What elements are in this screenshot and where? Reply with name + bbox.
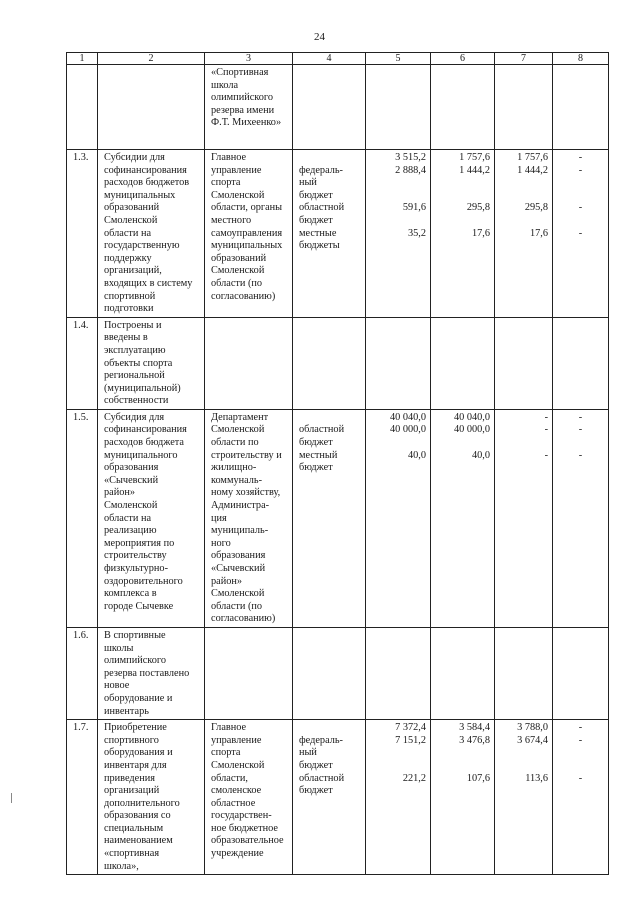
amount-year3-cell [553,409,609,627]
row-number-cell [67,150,98,318]
cell-line: 17,6 [471,227,490,239]
cell-line: 40 040,0 [389,411,426,423]
executor-cell [205,317,293,409]
cell-line [437,190,490,203]
cell-line: - [578,722,583,734]
table-row [67,317,609,409]
cell-line: оборудования и [104,747,173,759]
cell-line: комплекса в [104,588,157,600]
cell-line: 1 444,2 [459,164,490,176]
funding-source-cell [293,317,366,409]
cell-line [437,760,490,773]
table-row [67,65,609,150]
cell-line: - [578,424,583,436]
cell-line: 591,6 [402,202,426,214]
cell-line: ция [211,512,227,524]
cell-line: 40,0 [471,449,490,461]
cell-line [559,215,602,228]
cell-line: 3 476,8 [459,734,490,746]
header-cell: 5 [366,53,431,65]
cell-line [437,437,490,450]
cell-line: смоленское [211,785,262,797]
executor-cell [205,720,293,875]
cell-line: ное бюджетное [211,822,278,834]
cell-line: Смоленской [211,424,265,436]
cell-line: области на [104,227,152,239]
amount-year1-cell [431,409,495,627]
table-row [67,150,609,318]
cell-line: образования со [104,810,171,822]
header-cell: 8 [553,53,609,65]
cell-line: региональной [104,370,165,382]
cell-text: 1.6. [73,629,89,641]
cell-line: «Сычевский [211,563,266,574]
cell-line: - [544,411,548,423]
activity-name-cell [98,150,205,318]
cell-line: олимпийского [211,92,274,104]
cell-line [559,177,602,190]
cell-line: - [578,202,583,214]
funding-source-cell [293,409,366,627]
cell-line [372,215,426,228]
header-cell: 1 [67,53,98,65]
cell-line: местные [299,227,337,239]
cell-line: специальным [104,822,164,834]
header-cell: 3 [205,53,293,65]
cell-line: новое [104,680,130,692]
cell-line: учреждение [211,848,264,860]
cell-line: софинансирования [104,424,187,436]
executor-cell [205,627,293,719]
amount-year1-cell [431,150,495,318]
cell-line: Главное [211,722,247,734]
cell-line: олимпийского [104,655,167,667]
cell-line: 3 584,4 [459,722,490,734]
cell-line: спортивного [104,734,159,746]
cell-line [501,190,548,203]
cell-line: - [578,411,583,423]
cell-line: введены в [104,332,148,344]
cell-line: 2 888,4 [395,164,426,176]
margin-mark [11,793,12,803]
cell-line: 295,8 [524,202,548,214]
cell-line: расходов бюджета [104,437,184,449]
cell-line [501,177,548,190]
page-number: 24 [314,31,325,43]
amount-year3-cell [553,720,609,875]
cell-line: области (по [211,600,263,612]
cell-line: 40 040,0 [453,411,490,423]
row-number-cell [67,409,98,627]
cell-line: федераль- [299,734,343,746]
cell-line: ный [299,747,317,759]
cell-line: областной [299,424,345,436]
cell-line: 7 151,2 [395,734,426,746]
cell-line: Ф.Т. Михеенко» [211,117,282,129]
amount-total-cell [366,317,431,409]
cell-line [559,760,602,773]
header-cell: 4 [293,53,366,65]
cell-line: коммуналь- [211,474,263,486]
cell-line: образований [104,202,160,214]
funding-source-cell [293,627,366,719]
cell-line: инвентарь [104,705,149,717]
amount-year3-cell [553,150,609,318]
cell-line: резерва поставлено [104,667,190,679]
cell-line: В спортивные [104,629,166,641]
activity-name-cell [98,317,205,409]
cell-line: школа», [104,860,139,872]
cell-line: 7 372,4 [395,722,426,734]
cell-text: 1.7. [73,722,89,734]
row-number-cell [67,627,98,719]
amount-total-cell [366,627,431,719]
cell-line: образовательное [211,835,284,847]
executor-cell [205,409,293,627]
cell-line: - [578,772,583,784]
cell-line: Субсидия для [104,411,165,423]
funding-source-cell [293,65,366,150]
cell-line: области, органы [211,202,283,214]
cell-line: приведения [104,772,155,784]
amount-year2-cell [495,150,553,318]
amount-year3-cell [553,317,609,409]
cell-line: дополнительного [104,797,180,809]
cell-line: 1 757,6 [459,152,490,163]
cell-line: управление [211,164,262,176]
cell-line: - [578,152,583,163]
cell-line: Построены и [104,319,162,331]
cell-line: поддержку [104,252,152,264]
cell-line: муниципального [104,449,178,461]
cell-line: федераль- [299,164,343,176]
amount-year1-cell [431,317,495,409]
cell-line: образований [211,252,267,264]
amount-total-cell [366,150,431,318]
amount-year3-cell [553,65,609,150]
table-row [67,720,609,875]
activity-name-cell [98,409,205,627]
cell-line: - [578,734,583,746]
cell-line: Департамент [211,411,269,423]
cell-line: Смоленской [104,214,158,226]
cell-line: ный [299,177,317,189]
cell-line: 3 515,2 [395,152,426,163]
cell-line: Смоленской [104,500,158,512]
cell-line [372,190,426,203]
cell-line: бюджет [299,462,333,474]
cell-line: софинансирования [104,164,187,176]
cell-line: бюджеты [299,240,340,252]
cell-line: муниципальных [104,189,176,201]
amount-year2-cell [495,409,553,627]
cell-line: самоуправления [211,227,283,239]
header-cell: 6 [431,53,495,65]
cell-line: образования [211,550,266,562]
executor-cell [205,150,293,318]
cell-line: ного [211,537,231,549]
cell-line [437,177,490,190]
amount-total-cell [366,65,431,150]
cell-line: ному хозяйству, [211,487,281,499]
cell-line: государственную [104,240,180,252]
cell-line: управление [211,734,262,746]
cell-line: Приобретение [104,722,167,734]
cell-line: местного [211,214,252,226]
cell-line: - [544,449,548,461]
cell-line [501,437,548,450]
cell-line: резерва имени [211,104,275,116]
cell-line [559,437,602,450]
cell-line [372,177,426,190]
funding-source-cell [293,150,366,318]
cell-line: - [544,424,548,436]
cell-line: областной [299,772,345,784]
cell-line: бюджет [299,437,333,449]
cell-line: расходов бюджетов [104,177,190,189]
cell-line: Субсидии для [104,152,165,163]
amount-year1-cell [431,627,495,719]
cell-line: жилищно- [211,462,257,474]
cell-line: строительству [104,550,167,562]
cell-line: Смоленской [211,189,265,201]
cell-text: 1.3. [73,152,89,163]
cell-line: эксплуатацию [104,344,166,356]
cell-line: 40 000,0 [453,424,490,436]
cell-line: областное [211,797,256,809]
cell-line: городе Сычевке [104,600,174,612]
cell-line: «Спортивная [211,67,269,78]
cell-line: 3 788,0 [517,722,548,734]
cell-line: бюджет [299,189,333,201]
cell-line: собственности [104,395,169,407]
cell-line: бюджет [299,759,333,771]
cell-line [372,437,426,450]
cell-line: области (по [211,277,263,289]
cell-line: - [578,164,583,176]
cell-text: 1.4. [73,319,89,331]
header-row [67,53,609,65]
cell-line [299,722,361,735]
cell-line: 40 000,0 [389,424,426,436]
activity-name-cell [98,720,205,875]
cell-line [372,747,426,760]
cell-line: организаций, [104,265,162,277]
funding-source-cell [293,720,366,875]
executor-cell [205,65,293,150]
cell-line: район» [104,487,136,499]
cell-line: согласованию) [211,613,276,625]
cell-line: Смоленской [211,759,265,771]
cell-line: «спортивная [104,848,160,860]
cell-line: области, [211,772,248,784]
cell-line [559,747,602,760]
row-number-cell [67,65,98,150]
cell-line: Главное [211,152,247,163]
activity-name-cell [98,627,205,719]
cell-line: школы [104,642,134,654]
cell-line [299,152,361,165]
cell-line: образования [104,462,159,474]
cell-line: 3 674,4 [517,734,548,746]
cell-line: области на [104,512,152,524]
cell-line [501,747,548,760]
cell-line: согласованию) [211,290,276,302]
cell-line: государствен- [211,810,272,822]
cell-line: муниципальных [211,240,283,252]
amount-year2-cell [495,317,553,409]
cell-line [299,412,361,425]
amount-total-cell [366,720,431,875]
header-cell: 2 [98,53,205,65]
cell-line: Смоленской [211,588,265,600]
table-row [67,409,609,627]
cell-line: Администра- [211,500,270,512]
cell-line: район» [211,575,243,587]
cell-line: местный [299,449,338,461]
amount-year1-cell [431,65,495,150]
cell-line: входящих в систему [104,277,193,289]
cell-line: объекты спорта [104,357,173,369]
amount-year2-cell [495,627,553,719]
cell-line: «Сычевский [104,474,159,486]
cell-line: бюджет [299,785,333,797]
cell-line: областной [299,202,345,214]
cell-line [437,215,490,228]
cell-line [501,760,548,773]
cell-line: спортивной [104,290,156,302]
cell-line [372,760,426,773]
cell-line: 40,0 [407,449,426,461]
cell-line: 1 444,2 [517,164,548,176]
amount-total-cell [366,409,431,627]
table-row [67,627,609,719]
cell-line: оздоровительного [104,575,183,587]
cell-line: оборудование и [104,692,173,704]
cell-line: (муниципальной) [104,382,181,394]
amount-year2-cell [495,65,553,150]
cell-line: 107,6 [466,772,490,784]
cell-line: инвентаря для [104,759,167,771]
cell-line: муниципаль- [211,525,269,537]
cell-line: 17,6 [529,227,548,239]
cell-line: 1 757,6 [517,152,548,163]
cell-line: школа [211,79,239,91]
cell-line: подготовки [104,303,154,315]
cell-text: 1.5. [73,411,89,423]
amount-year3-cell [553,627,609,719]
cell-line: спорта [211,177,241,189]
cell-line: бюджет [299,214,333,226]
cell-line: спорта [211,747,241,759]
header-cell: 7 [495,53,553,65]
cell-line: организаций [104,785,160,797]
row-number-cell [67,720,98,875]
cell-line [437,747,490,760]
cell-line: 113,6 [525,772,548,784]
amount-year2-cell [495,720,553,875]
cell-line: - [578,449,583,461]
cell-line: физкультурно- [104,563,168,574]
cell-line [501,215,548,228]
cell-line: строительству и [211,449,282,461]
cell-line: - [578,227,583,239]
cell-line: Смоленской [211,265,265,277]
cell-line: мероприятия по [104,537,175,549]
cell-line: реализацию [104,525,157,537]
cell-line: наименованием [104,835,173,847]
cell-line [559,190,602,203]
activity-name-cell [98,65,205,150]
cell-line: области по [211,437,259,449]
cell-line: 35,2 [407,227,426,239]
cell-line: 295,8 [466,202,490,214]
program-table [66,52,609,875]
amount-year1-cell [431,720,495,875]
cell-line: 221,2 [402,772,426,784]
row-number-cell [67,317,98,409]
